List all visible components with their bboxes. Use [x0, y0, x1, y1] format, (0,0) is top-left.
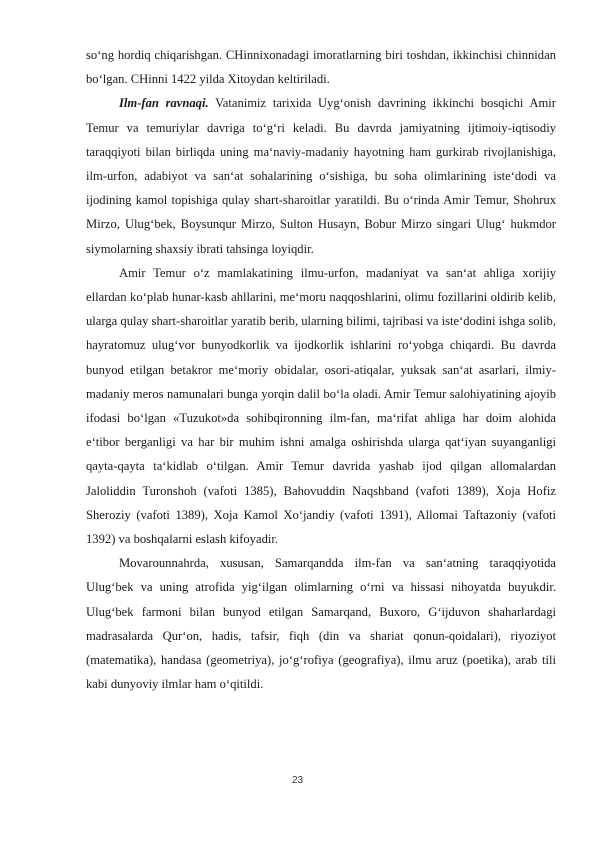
paragraph-text: Movarounnahrda, xususan, Samarqandda ilm-fan va san‘atning taraqqiyotida Ulug‘bek va uning atrofida yig‘ilgan olimlarning o‘rni va hissasi nihoyatda buyukdir. Ulug‘bek farmoni bilan bunyod etilgan Samarqand, Buxoro, G‘ijduvon shaharlardagi madrasalarda Qur‘on, hadis, tafsir, fiqh (din va shariat qonun-qoidalari), riyoziyot (matematika), handasa (geometriya), jo‘g‘rofiya (geografiya), ilmu aruz (poetika), arab tili kabi dunyoviy ilmlar ham o‘qitildi.	[86, 556, 556, 692]
paragraph-science-progress	[86, 91, 556, 260]
paragraph-amir-temur	[86, 261, 556, 551]
page-number: 23	[291, 775, 304, 786]
section-heading-inline: Ilm-fan ravnaqi.	[119, 96, 209, 111]
paragraph-movarounnahr	[86, 551, 556, 696]
paragraph-text: Amir Temur o‘z mamlakatining ilmu-urfon, madaniyat va san‘at ahliga xorijiy ellardan ko‘plab hunar-kasb ahllarini, me‘moru naqqoshlarini, olimu fozillarini oldirib kelib, ularga qulay shart-sharoitlar yaratib berib, ularning bilimi, tajribasi va iste‘dodini ishga solib, hayratomuz ulug‘vor bunyodkorlik va ijodkorlik ishlarini ro‘yobga chiqardi. Bu davrda bunyod etilgan betakror me‘moriy obidalar, osori-atiqalar, yuksak san‘at asarlari, ilmiy-madaniy meros namunalari bunga yorqin dalil bo‘la oladi. Amir Temur salohiyatining ajoyib ifodasi bo‘lgan «Tuzukot»da sohibqironning ilm-fan, ma‘rifat ahliga har doim alohida e‘tibor berganligi va har bir muhim ishni amalga oshirishda ularga qat‘iyan suyanganligi qayta-qayta ta‘kidlab o‘tilgan. Amir Temur davrida yashab ijod qilgan allomalardan Jaloliddin Turonshoh (vafoti 1385), Bahovuddin Naqshband (vafoti 1389), Xoja Hofiz Sheroziy (vafoti 1389), Xoja Kamol Xo‘jandiy (vafoti 1391), Allomai Taftazoniy (vafoti 1392) va boshqalarni eslash kifoyadir.	[86, 265, 556, 547]
page-body	[86, 43, 556, 696]
paragraph-text: Vatanimiz tarixida Uyg‘onish davrining ikkinchi bosqichi Amir Temur va temuriylar davriga to‘g‘ri keladi. Bu davrda jamiyatning ijtimoiy-iqtisodiy taraqqiyoti bilan birliqda uning ma‘naviy-madaniy hayotning ham gurkirab rivojlanishiga, ilm-urfon, adabiyot va san‘at sohalarining o‘sishiga, bu soha olimlarining iste‘dodi va ijodining kamol topishiga qulay shart-sharoitlar yaratildi. Bu o‘rinda Amir Temur, Shohrux Mirzo, Ulug‘bek, Boysunqur Mirzo, Sulton Husayn, Bobur Mirzo singari Ulug‘ hukmdor siymolarning shaxsiy ibrati tahsinga loyiqdir.	[86, 96, 556, 256]
paragraph-text: so‘ng hordiq chiqarishgan. CHinnixonadagi imoratlarning biri toshdan, ikkinchisi chinnidan bo‘lgan. CHinni 1422 yilda Xitoydan keltiriladi.	[86, 48, 556, 87]
paragraph-continuation	[86, 43, 556, 91]
